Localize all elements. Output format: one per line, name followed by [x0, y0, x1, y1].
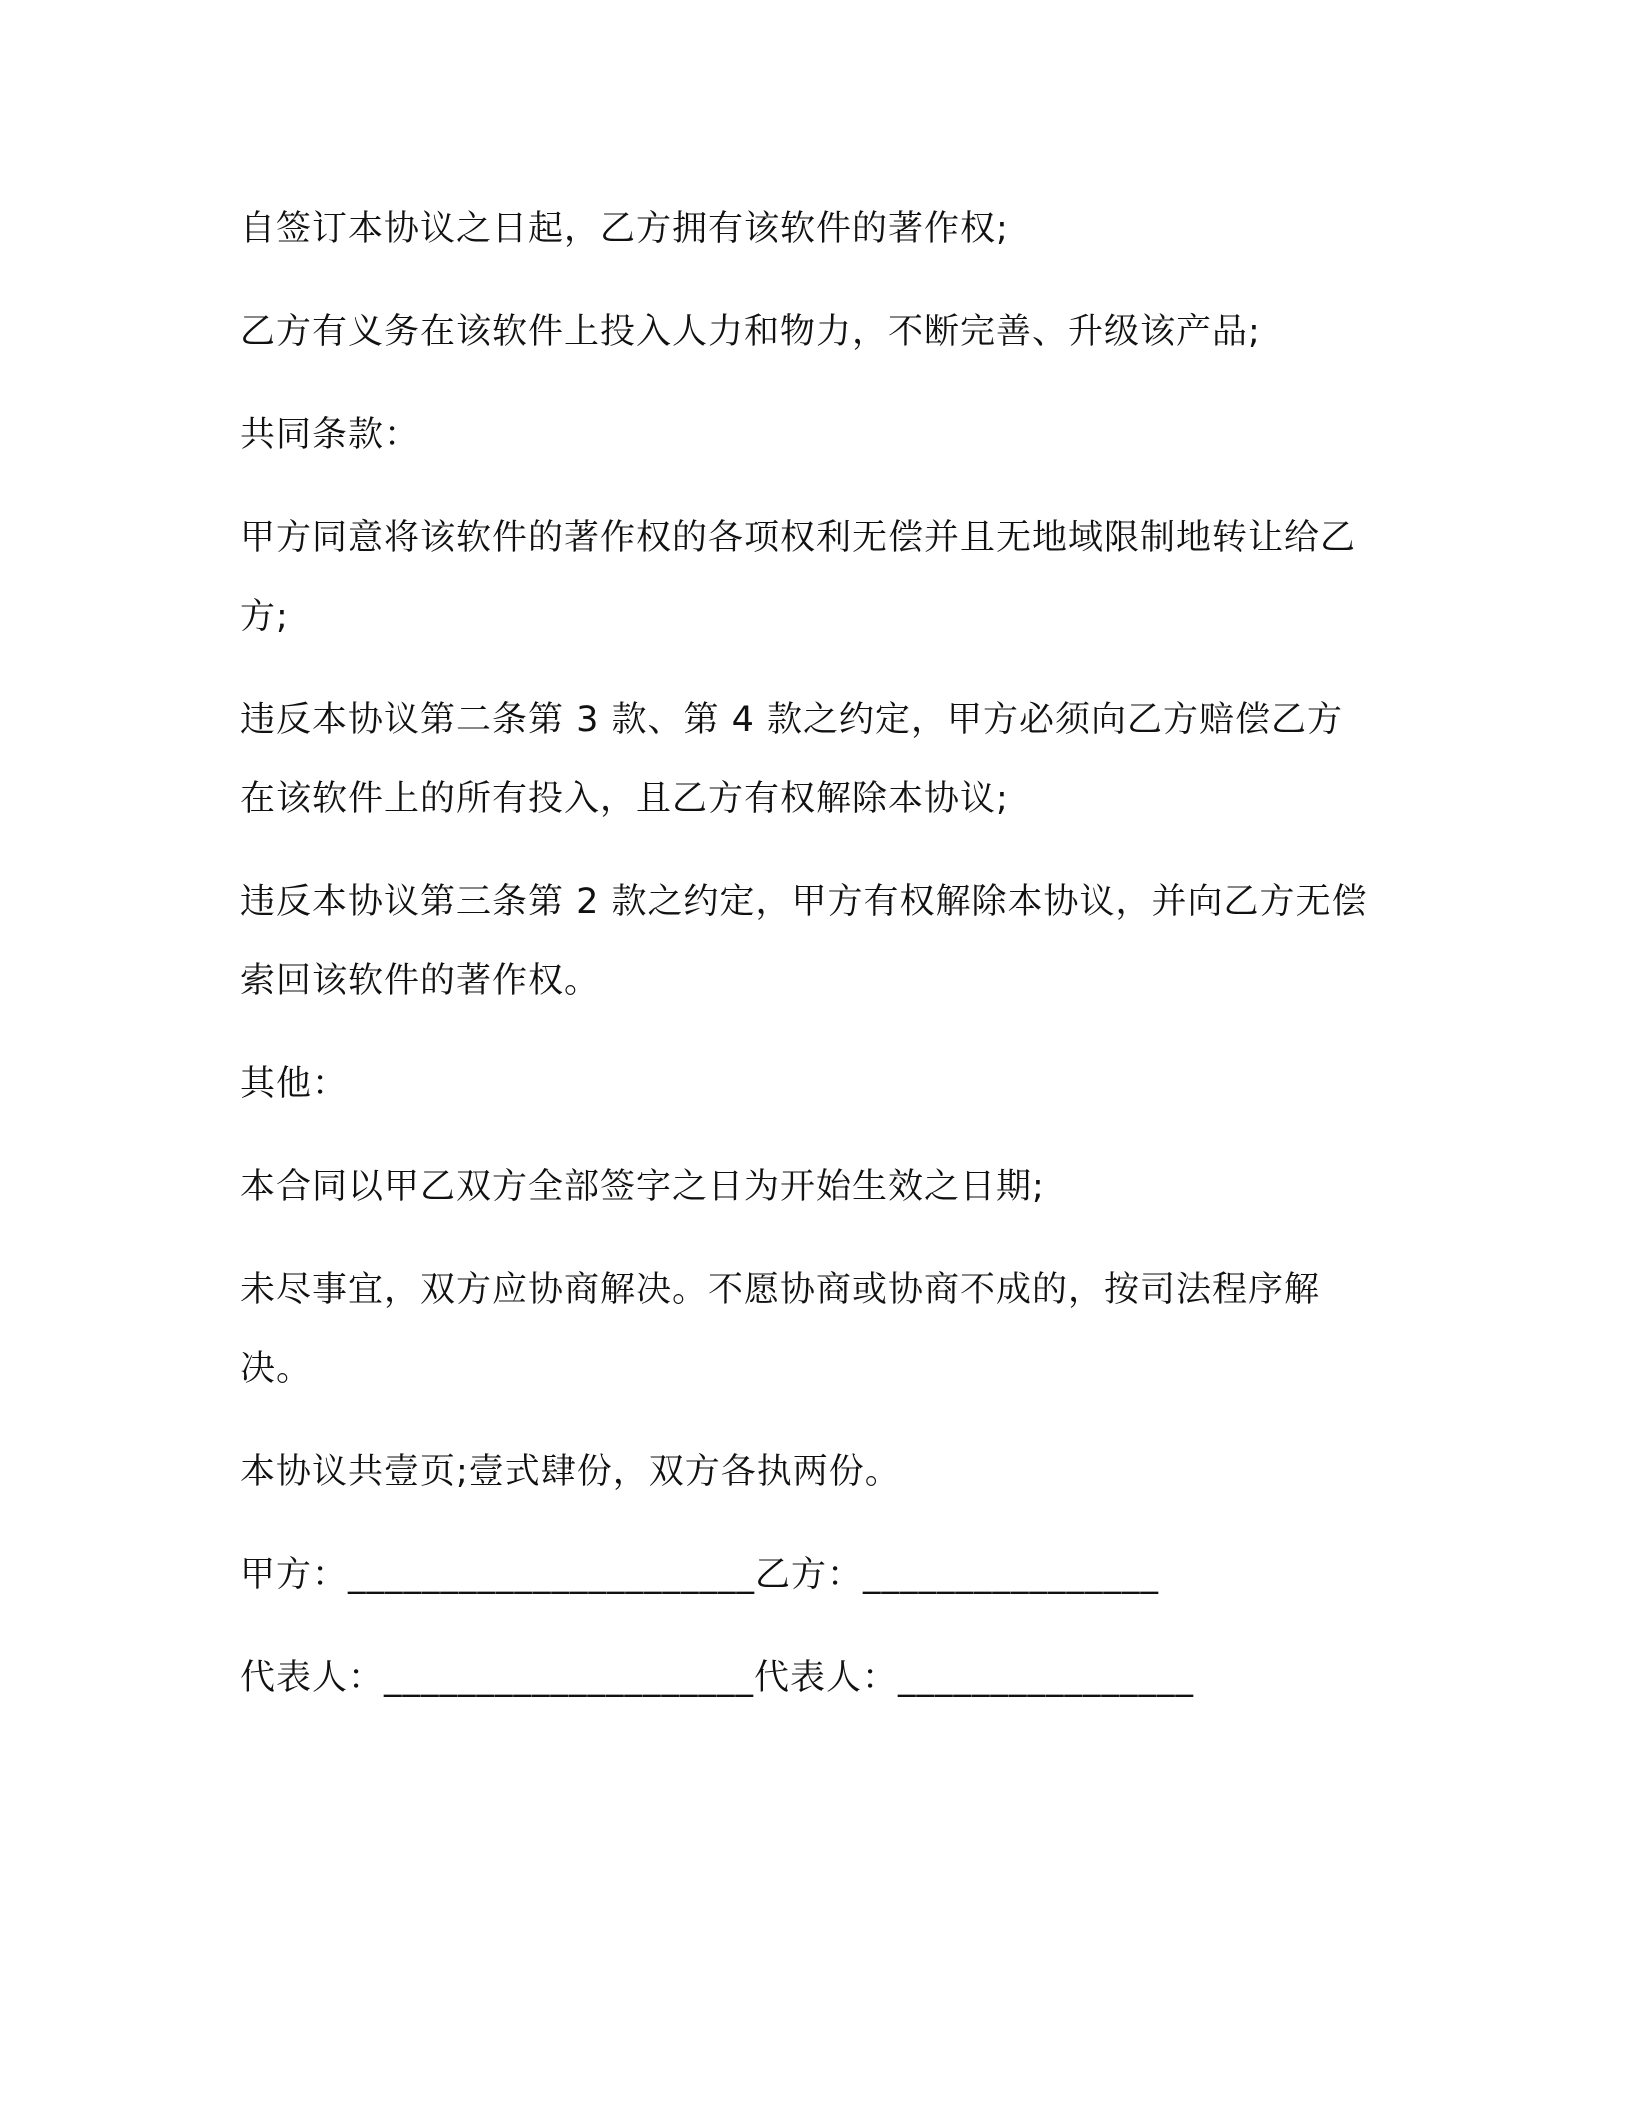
clause-breach-article-three: 违反本协议第三条第 2 款之约定，甲方有权解除本协议，并向乙方无偿索回该软件的著作权。: [240, 882, 1368, 1001]
clause-breach-article-two: 违反本协议第二条第 3 款、第 4 款之约定，甲方必须向乙方赔偿乙方在该软件上的所有投入，且乙方有权解除本协议;: [240, 700, 1344, 819]
clause-effective-date: 本合同以甲乙双方全部签字之日为开始生效之日期;: [240, 1167, 1045, 1207]
clause-dispute-resolution: 未尽事宜，双方应协商解决。不愿协商或协商不成的，按司法程序解决。: [240, 1270, 1321, 1389]
signature-party-line: 甲方：______________________乙方：________________: [240, 1555, 1160, 1595]
clause-copies: 本协议共壹页;壹式肆份，双方各执两份。: [240, 1452, 901, 1492]
section-heading-common-terms: 共同条款：: [240, 415, 421, 455]
clause-copyright-ownership: 自签订本协议之日起，乙方拥有该软件的著作权;: [240, 209, 1009, 249]
document-body: [240, 190, 1370, 1742]
section-heading-other: 其他：: [240, 1064, 349, 1104]
signature-representative-line: 代表人：____________________代表人：________________: [240, 1658, 1195, 1698]
clause-investment-obligation: 乙方有义务在该软件上投入人力和物力，不断完善、升级该产品;: [240, 312, 1261, 352]
clause-transfer-agreement: 甲方同意将该软件的著作权的各项权利无偿并且无地域限制地转让给乙方;: [240, 518, 1357, 637]
